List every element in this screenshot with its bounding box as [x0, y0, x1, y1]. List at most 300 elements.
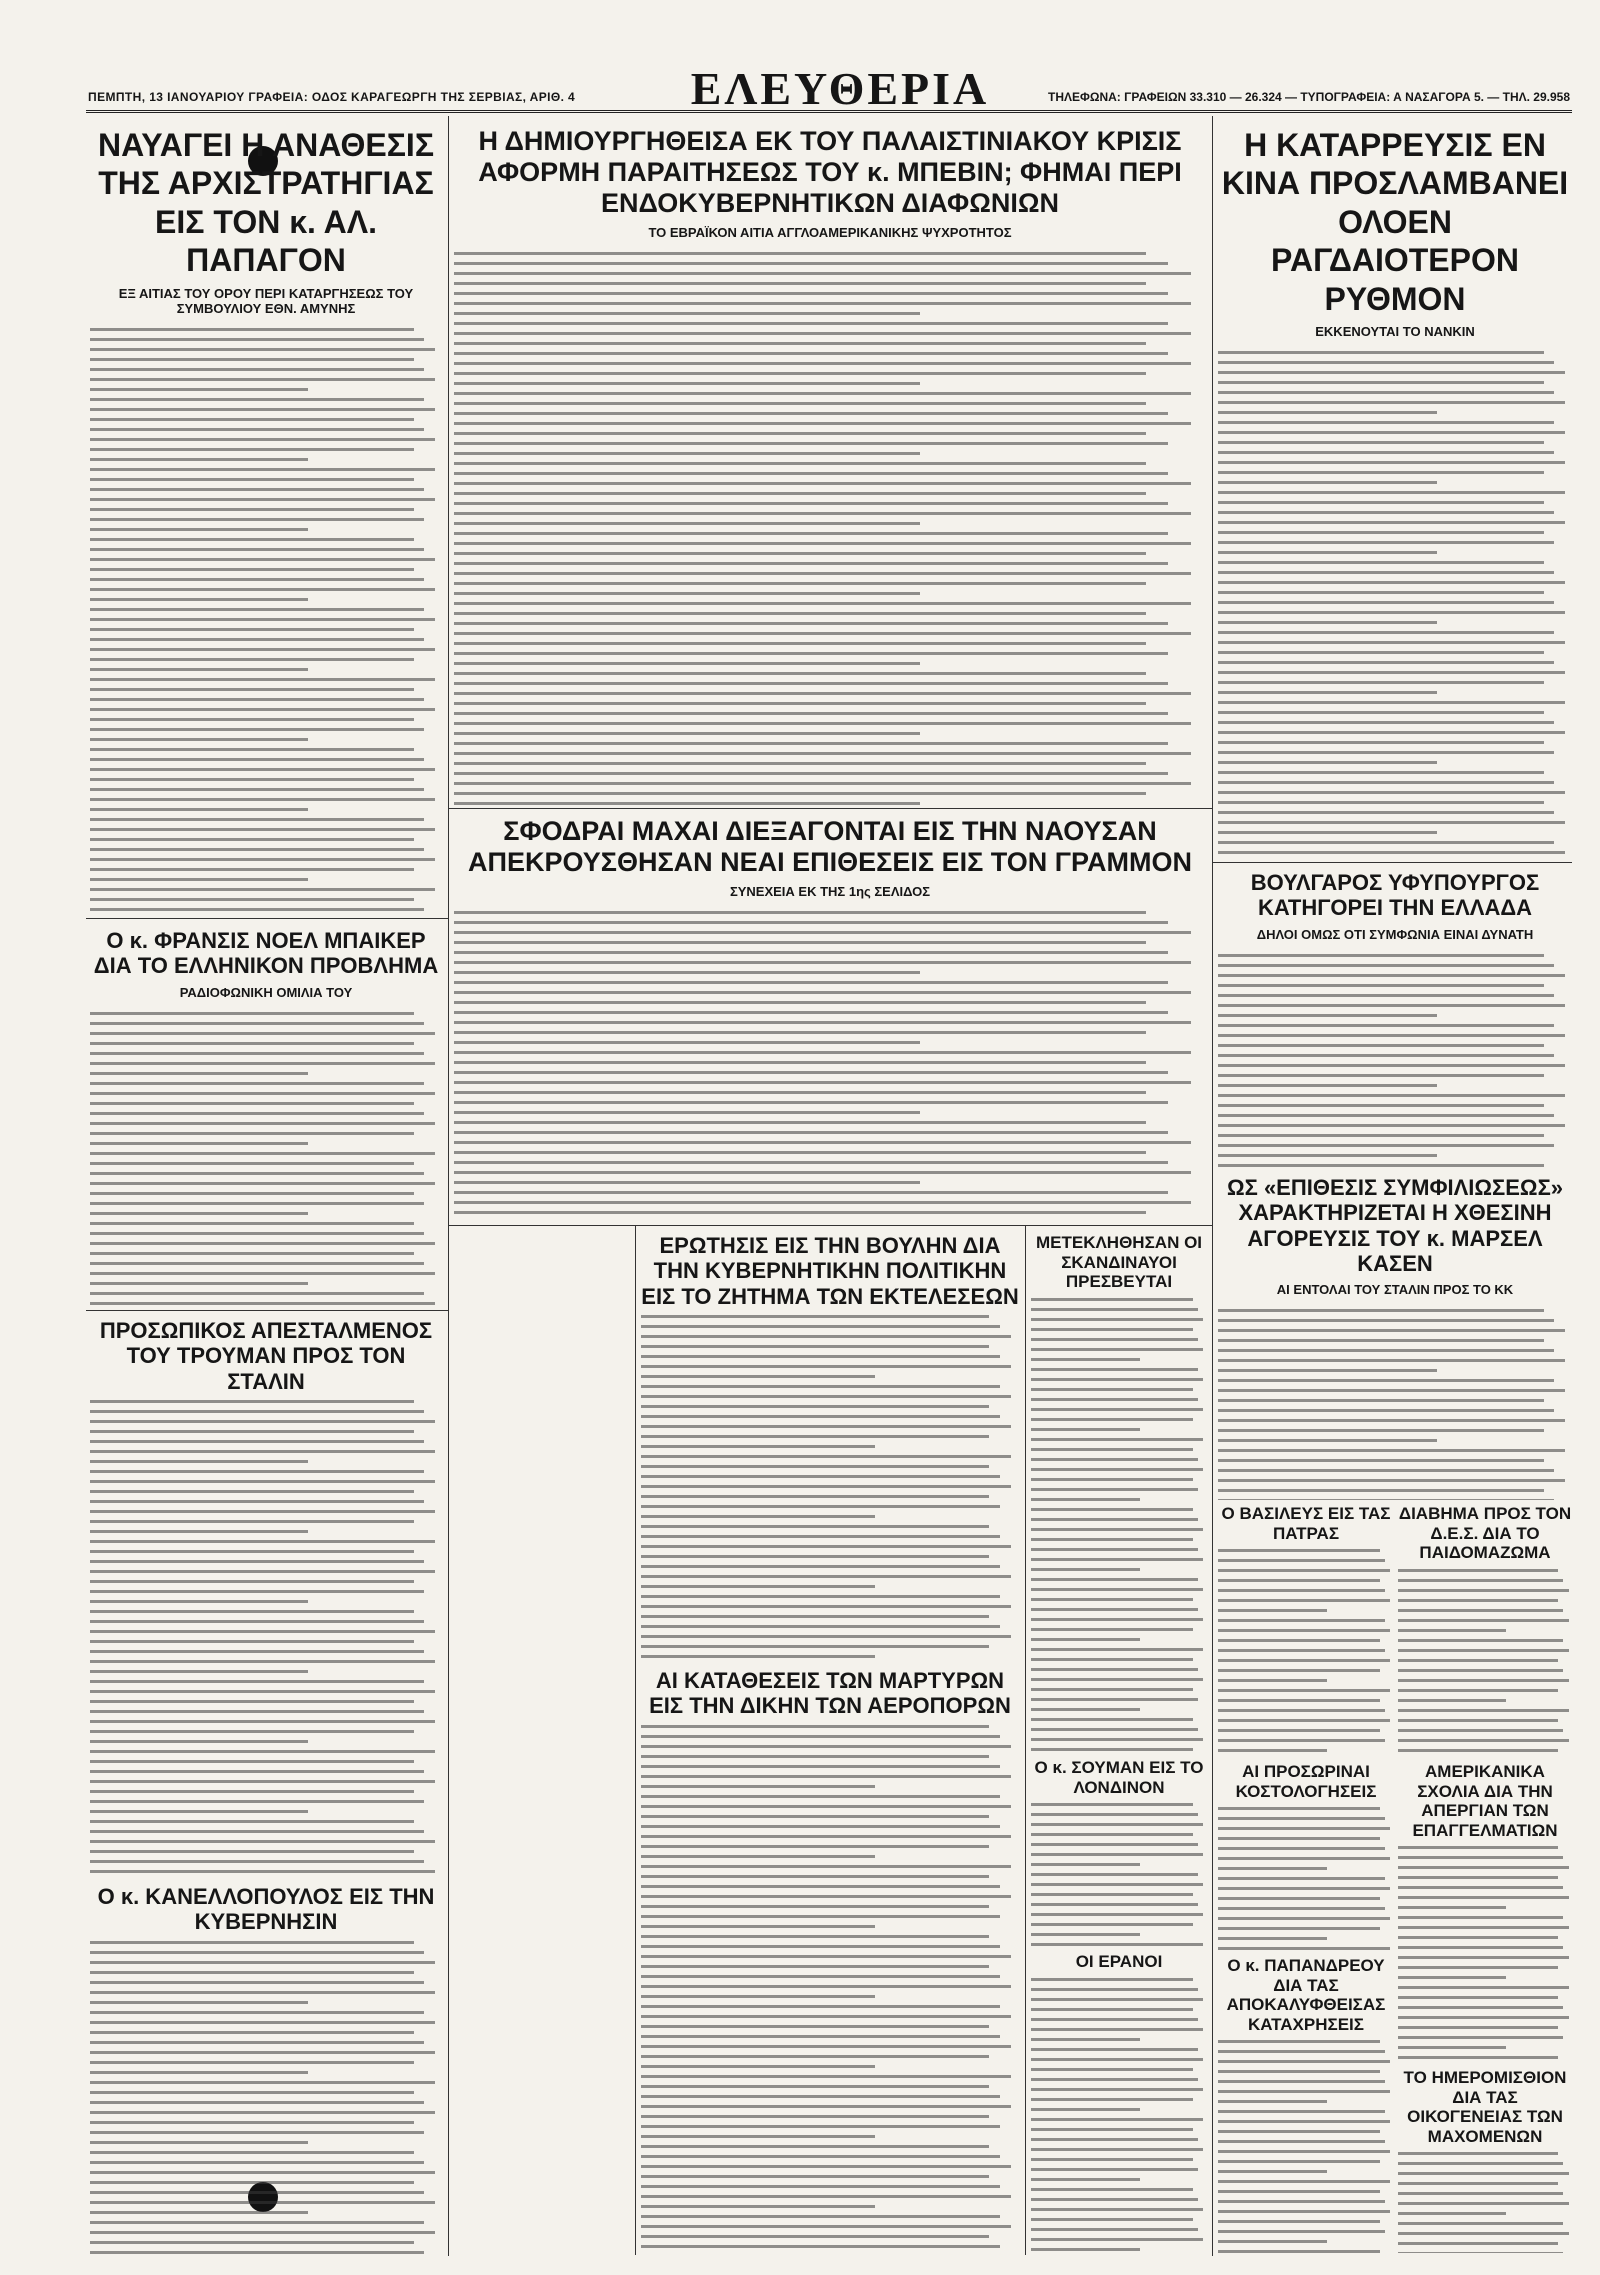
- text-line: [1031, 1458, 1198, 1461]
- text-line: [90, 808, 308, 811]
- text-line: [641, 2115, 989, 2118]
- text-line: [1218, 1339, 1544, 1342]
- text-line: [90, 1062, 435, 1065]
- text-line: [1218, 954, 1544, 957]
- text-line: [641, 2175, 989, 2178]
- text-line: [454, 552, 1146, 555]
- text-line: [641, 2125, 1000, 2128]
- text-line: [1218, 1947, 1390, 1950]
- text-line: [1218, 2040, 1380, 2043]
- text-line: [1218, 1817, 1385, 1820]
- text-line: [454, 1001, 1146, 1004]
- text-line: [1218, 1369, 1437, 1372]
- text-line: [1218, 1389, 1565, 1392]
- article-papagos: [90, 126, 442, 916]
- text-line: [1218, 1857, 1390, 1860]
- text-line: [1398, 1876, 1558, 1879]
- text-line: [1031, 2228, 1198, 2231]
- text-line: [1218, 601, 1554, 604]
- article-body: [1218, 1543, 1394, 1759]
- text-line: [1218, 471, 1544, 474]
- article-bulgarian: [1218, 870, 1572, 1170]
- text-line: [90, 1971, 414, 1974]
- text-line: [454, 981, 1168, 984]
- headline: Ο κ. ΚΑΝΕΛΛΟΠΟΥΛΟΣ ΕΙΣ ΤΗΝ ΚΥΒΕΡΝΗΣΙΝ: [97, 1884, 435, 1935]
- text-line: [1218, 641, 1565, 644]
- text-line: [1031, 1428, 1140, 1431]
- text-line: [641, 1595, 1000, 1598]
- text-line: [1218, 964, 1554, 967]
- text-line: [1218, 1094, 1565, 1097]
- text-line: [90, 1991, 435, 1994]
- text-line: [1031, 1678, 1203, 1681]
- text-line: [1398, 1749, 1558, 1752]
- text-line: [90, 848, 424, 851]
- article-papandreou: [1218, 1956, 1394, 2253]
- text-line: [90, 778, 414, 781]
- article-body: [90, 1935, 442, 2254]
- text-line: [90, 1182, 435, 1185]
- text-line: [90, 1072, 308, 1075]
- subheadline: ΕΚΚΕΝΟΥΤΑΙ ΤΟ ΝΑΝΚΙΝ: [1315, 323, 1475, 339]
- text-line: [641, 1855, 875, 1858]
- text-line: [90, 498, 435, 501]
- text-line: [90, 1850, 414, 1853]
- text-line: [90, 668, 308, 671]
- article-truman: [90, 1318, 442, 1878]
- article-diavima: [1398, 1504, 1572, 1759]
- text-line: [641, 2095, 1000, 2098]
- text-line: [641, 1835, 1011, 1838]
- text-line: [90, 728, 424, 731]
- text-line: [641, 1555, 989, 1558]
- text-line: [90, 1052, 424, 1055]
- text-line: [90, 2041, 424, 2044]
- text-line: [454, 652, 1168, 655]
- text-line: [1031, 1598, 1193, 1601]
- text-line: [1398, 2056, 1558, 2059]
- text-line: [1031, 2138, 1198, 2141]
- text-line: [1031, 2168, 1198, 2171]
- text-line: [641, 2085, 989, 2088]
- text-line: [1031, 1318, 1203, 1321]
- text-line: [1031, 1708, 1140, 1711]
- text-line: [1398, 2222, 1563, 2225]
- text-line: [1031, 1328, 1193, 1331]
- newspaper-title: ΕΛΕΥΘΕΡΙΑ: [690, 63, 990, 114]
- text-line: [641, 2225, 1011, 2228]
- text-line: [90, 1012, 414, 1015]
- text-line: [90, 1790, 414, 1793]
- text-line: [641, 2015, 1011, 2018]
- text-line: [1218, 421, 1554, 424]
- text-line: [1218, 1679, 1327, 1682]
- text-line: [90, 1820, 414, 1823]
- text-line: [641, 1905, 989, 1908]
- text-line: [454, 262, 1168, 265]
- text-line: [90, 1460, 308, 1463]
- text-line: [641, 1345, 989, 1348]
- text-line: [1218, 2080, 1385, 2083]
- text-line: [454, 272, 1191, 275]
- text-line: [1031, 1498, 1140, 1501]
- subheadline: ΡΑΔΙΟΦΩΝΙΚΗ ΟΜΙΛΙΑ ΤΟΥ: [179, 984, 353, 1000]
- text-line: [90, 378, 435, 381]
- headline: ΟΙ ΕΡΑΝΟΙ: [1075, 1952, 1163, 1971]
- text-line: [454, 592, 920, 595]
- text-line: [1398, 1976, 1506, 1979]
- text-line: [90, 2021, 435, 2024]
- text-line: [1218, 431, 1565, 434]
- text-line: [90, 1961, 435, 1964]
- text-line: [1031, 1863, 1140, 1866]
- text-line: [1031, 1893, 1193, 1896]
- text-line: [90, 1860, 424, 1863]
- text-line: [90, 2121, 414, 2124]
- text-line: [90, 2111, 435, 2114]
- text-line: [454, 332, 1191, 335]
- text-line: [454, 1061, 1146, 1064]
- text-line: [1031, 1478, 1193, 1481]
- text-line: [90, 1262, 424, 1265]
- text-line: [454, 1031, 1146, 1034]
- text-line: [90, 1272, 435, 1275]
- article-scandinavian: [1031, 1233, 1207, 1753]
- headline: ΔΙΑΒΗΜΑ ΠΡΟΣ ΤΟΝ Δ.Ε.Σ. ΔΙΑ ΤΟ ΠΑΙΔΟΜΑΖΩΜΑ: [1398, 1504, 1572, 1563]
- text-line: [90, 1142, 308, 1145]
- text-line: [641, 1815, 989, 1818]
- text-line: [1398, 1966, 1558, 1969]
- text-line: [1031, 1978, 1193, 1981]
- text-line: [454, 1021, 1191, 1024]
- text-line: [90, 1620, 424, 1623]
- text-line: [1218, 1104, 1544, 1107]
- headline: Ο ΒΑΣΙΛΕΥΣ ΕΙΣ ΤΑΣ ΠΑΤΡΑΣ: [1221, 1504, 1391, 1543]
- text-line: [1031, 2038, 1140, 2041]
- text-line: [1218, 581, 1565, 584]
- text-line: [454, 1121, 1146, 1124]
- text-line: [1398, 1649, 1569, 1652]
- text-line: [454, 662, 920, 665]
- text-line: [641, 2195, 1011, 2198]
- text-line: [1218, 611, 1565, 614]
- text-line: [90, 1172, 424, 1175]
- text-line: [1031, 1748, 1193, 1751]
- article-body: [1218, 1801, 1394, 1952]
- text-line: [641, 1535, 1000, 1538]
- text-line: [90, 1800, 424, 1803]
- text-line: [1031, 2248, 1140, 2251]
- text-line: [90, 1630, 435, 1633]
- text-line: [1398, 2212, 1506, 2215]
- text-line: [1218, 2090, 1390, 2093]
- article-naousa: [454, 816, 1206, 1221]
- text-line: [90, 648, 435, 651]
- text-line: [454, 582, 1146, 585]
- text-line: [1218, 1379, 1554, 1382]
- text-line: [641, 1875, 989, 1878]
- text-line: [90, 1022, 424, 1025]
- text-line: [90, 2091, 414, 2094]
- text-line: [1218, 1887, 1390, 1890]
- section-rule: [1212, 862, 1572, 863]
- text-line: [1218, 1659, 1390, 1662]
- text-line: [1218, 974, 1565, 977]
- text-line: [641, 1995, 875, 1998]
- text-line: [1218, 1729, 1380, 1732]
- text-line: [1031, 1738, 1203, 1741]
- text-line: [454, 782, 1191, 785]
- text-line: [90, 618, 435, 621]
- text-line: [1218, 851, 1565, 854]
- text-line: [454, 742, 1168, 745]
- text-line: [1031, 2008, 1193, 2011]
- text-line: [90, 1590, 424, 1593]
- text-line: [90, 1470, 424, 1473]
- text-line: [90, 1560, 424, 1563]
- text-line: [1398, 1866, 1569, 1869]
- text-line: [1031, 1408, 1203, 1411]
- text-line: [454, 442, 1168, 445]
- text-line: [641, 1505, 1000, 1508]
- text-line: [1031, 1548, 1198, 1551]
- subheadline: ΔΗΛΟΙ ΟΜΩΣ ΟΤΙ ΣΥΜΦΩΝΙΑ ΕΙΝΑΙ ΔΥΝΑΤΗ: [1256, 926, 1534, 942]
- text-line: [641, 2055, 989, 2058]
- text-line: [454, 402, 1146, 405]
- section-rule: [86, 1310, 448, 1311]
- text-line: [1398, 1846, 1558, 1849]
- text-line: [90, 518, 424, 521]
- text-line: [641, 1765, 1000, 1768]
- text-line: [641, 2135, 875, 2138]
- text-line: [90, 348, 435, 351]
- text-line: [1218, 1579, 1380, 1582]
- text-line: [641, 1355, 1000, 1358]
- text-line: [1218, 841, 1554, 844]
- text-line: [641, 1545, 1011, 1548]
- text-line: [1218, 751, 1554, 754]
- text-line: [90, 1740, 308, 1743]
- text-line: [641, 1455, 1011, 1458]
- text-line: [454, 382, 920, 385]
- text-line: [90, 1410, 424, 1413]
- text-line: [454, 562, 1168, 565]
- text-line: [641, 1365, 1011, 1368]
- text-line: [1218, 791, 1565, 794]
- text-line: [454, 482, 1191, 485]
- article-body: [454, 246, 1206, 806]
- text-line: [1398, 1926, 1569, 1929]
- text-line: [454, 772, 1168, 775]
- text-line: [1031, 1418, 1193, 1421]
- masthead-date-address: ΠΕΜΠΤΗ, 13 ΙΑΝΟΥΑΡΙΟΥ ΓΡΑΦΕΙΑ: ΟΔΟΣ ΚΑΡΑΓΕΩΡΓΗ ΤΗΣ ΣΕΡΒΙΑΣ, ΑΡΙΘ. 4: [88, 90, 576, 104]
- text-line: [641, 1475, 1000, 1478]
- text-line: [1398, 1996, 1558, 1999]
- article-body: [1218, 345, 1572, 858]
- text-line: [1218, 1399, 1544, 1402]
- text-line: [1218, 1319, 1554, 1322]
- text-line: [1218, 1649, 1385, 1652]
- headline: ΜΕΤΕΚΛΗΘΗΣΑΝ ΟΙ ΣΚΑΝΔΙΝΑΥΟΙ ΠΡΕΣΒΕΥΤΑΙ: [1035, 1233, 1203, 1292]
- text-line: [90, 368, 424, 371]
- text-line: [90, 1730, 414, 1733]
- text-line: [641, 1385, 1000, 1388]
- text-line: [90, 2171, 435, 2174]
- text-line: [1398, 1699, 1506, 1702]
- text-line: [454, 702, 1146, 705]
- article-american: [1398, 1762, 1572, 2062]
- text-line: [1031, 1628, 1193, 1631]
- text-line: [90, 2081, 435, 2084]
- text-line: [454, 1171, 1191, 1174]
- text-line: [90, 638, 424, 641]
- text-line: [454, 712, 1168, 715]
- text-line: [90, 1302, 435, 1305]
- text-line: [1218, 1459, 1544, 1462]
- text-line: [1398, 2152, 1558, 2155]
- text-line: [1218, 1907, 1385, 1910]
- text-line: [454, 991, 1191, 994]
- text-line: [454, 602, 1191, 605]
- article-body: [1398, 1563, 1572, 1759]
- text-line: [90, 1750, 435, 1753]
- text-line: [454, 1141, 1191, 1144]
- text-line: [90, 868, 414, 871]
- text-line: [90, 1242, 435, 1245]
- text-line: [1031, 1378, 1203, 1381]
- text-line: [1398, 2192, 1563, 2195]
- text-line: [90, 1510, 435, 1513]
- text-line: [1218, 1917, 1390, 1920]
- article-imeromisthion: [1398, 2068, 1572, 2253]
- text-line: [90, 658, 414, 661]
- text-line: [454, 1131, 1168, 1134]
- text-line: [1218, 461, 1565, 464]
- text-line: [90, 1292, 424, 1295]
- masthead-rule: [86, 110, 1572, 113]
- text-line: [1218, 671, 1565, 674]
- text-line: [90, 438, 435, 441]
- text-line: [1218, 1897, 1380, 1900]
- text-line: [90, 1720, 435, 1723]
- text-line: [90, 748, 414, 751]
- masthead-phones: ΤΗΛΕΦΩΝΑ: ΓΡΑΦΕΙΩΝ 33.310 — 26.324 — ΤΥΠΟΓΡΑΦΕΙΑ: Α ΝΑΣΑΓΟΡΑ 5. — ΤΗΛ. 29.958: [1047, 90, 1570, 104]
- text-line: [90, 1610, 414, 1613]
- text-line: [1218, 1024, 1554, 1027]
- text-line: [454, 322, 1168, 325]
- text-line: [641, 2105, 1011, 2108]
- text-line: [90, 1490, 414, 1493]
- text-line: [641, 1635, 1011, 1638]
- text-line: [1398, 1739, 1569, 1742]
- text-line: [1031, 1588, 1203, 1591]
- text-line: [454, 422, 1191, 425]
- text-line: [454, 1201, 1191, 1204]
- text-line: [1218, 411, 1437, 414]
- text-line: [1031, 1608, 1198, 1611]
- text-line: [90, 2191, 424, 2194]
- text-line: [90, 1282, 308, 1285]
- text-line: [1218, 2190, 1380, 2193]
- text-line: [1218, 691, 1437, 694]
- text-line: [454, 432, 1146, 435]
- text-line: [1031, 1883, 1203, 1886]
- text-line: [1031, 1853, 1203, 1856]
- text-line: [1031, 1368, 1198, 1371]
- text-line: [1218, 1489, 1544, 1492]
- text-line: [454, 612, 1146, 615]
- article-body: [90, 322, 442, 916]
- text-line: [641, 1495, 989, 1498]
- text-line: [90, 1520, 414, 1523]
- text-line: [641, 1925, 875, 1928]
- text-line: [1218, 1807, 1380, 1810]
- text-line: [454, 722, 1191, 725]
- text-line: [1398, 2172, 1569, 2175]
- text-line: [1218, 1559, 1385, 1562]
- text-line: [1398, 1896, 1569, 1899]
- text-line: [454, 302, 1191, 305]
- text-line: [1031, 2058, 1203, 2061]
- text-line: [454, 682, 1168, 685]
- text-line: [454, 622, 1168, 625]
- article-body: [1218, 2034, 1394, 2253]
- text-line: [90, 628, 414, 631]
- text-line: [90, 528, 308, 531]
- text-line: [1031, 1923, 1193, 1926]
- text-line: [90, 408, 435, 411]
- text-line: [1398, 1589, 1569, 1592]
- article-baker: [90, 928, 442, 1308]
- article-kostologiseis: [1218, 1762, 1394, 1952]
- text-line: [90, 1941, 414, 1944]
- text-line: [90, 558, 435, 561]
- text-line: [1031, 1988, 1198, 1991]
- text-line: [1031, 1398, 1198, 1401]
- headline: ΤΟ ΗΜΕΡΟΜΙΣΘΙΟΝ ΔΙΑ ΤΑΣ ΟΙΚΟΓΕΝΕΙΑΣ ΤΩΝ ΜΑΧΟΜΕΝΩΝ: [1403, 2068, 1567, 2146]
- text-line: [1218, 1439, 1437, 1442]
- headline: ΑΙ ΠΡΟΣΩΡΙΝΑΙ ΚΟΣΤΟΛΟΓΗΣΕΙΣ: [1235, 1762, 1377, 1801]
- text-line: [1218, 1609, 1327, 1612]
- text-line: [641, 2185, 1000, 2188]
- text-line: [641, 1725, 989, 1728]
- article-eranoi: [1031, 1952, 1207, 2252]
- text-line: [1398, 1886, 1563, 1889]
- headline: Η ΔΗΜΙΟΥΡΓΗΘΕΙΣΑ ΕΚ ΤΟΥ ΠΑΛΑΙΣΤΙΝΙΑΚΟΥ ΚΡΙΣΙΣ ΑΦΟΡΜΗ ΠΑΡΑΙΤΗΣΕΩΣ ΤΟΥ κ. ΜΠΕΒΙΝ; ΦΗΜΑΙ ΠΕΡΙ ΕΝΔΟΚΥΒΕΡΝΗΤΙΚΩΝ ΔΙΑΦΩΝΙΩΝ: [478, 126, 1182, 219]
- text-line: [454, 412, 1168, 415]
- text-line: [1031, 2118, 1203, 2121]
- text-line: [90, 328, 414, 331]
- text-line: [1031, 1338, 1198, 1341]
- text-line: [1218, 1329, 1565, 1332]
- headline: Η ΚΑΤΑΡΡΕΥΣΙΣ ΕΝ ΚΙΝΑ ΠΡΟΣΛΑΜΒΑΝΕΙ ΟΛΟΕΝ ΡΑΓΔΑΙΟΤΕΡΟΝ ΡΥΘΜΟΝ: [1221, 127, 1569, 317]
- text-line: [1218, 631, 1554, 634]
- article-witnesses: [641, 1668, 1019, 2253]
- text-line: [454, 971, 920, 974]
- text-line: [1218, 801, 1544, 804]
- text-line: [1218, 2180, 1390, 2183]
- text-line: [454, 362, 1191, 365]
- text-line: [641, 1575, 1011, 1578]
- text-line: [1031, 1618, 1203, 1621]
- text-line: [454, 512, 1191, 515]
- text-line: [1398, 1569, 1558, 1572]
- text-line: [1031, 1913, 1203, 1916]
- text-line: [90, 1092, 435, 1095]
- text-line: [1218, 571, 1554, 574]
- text-line: [641, 1935, 989, 1938]
- text-line: [90, 788, 424, 791]
